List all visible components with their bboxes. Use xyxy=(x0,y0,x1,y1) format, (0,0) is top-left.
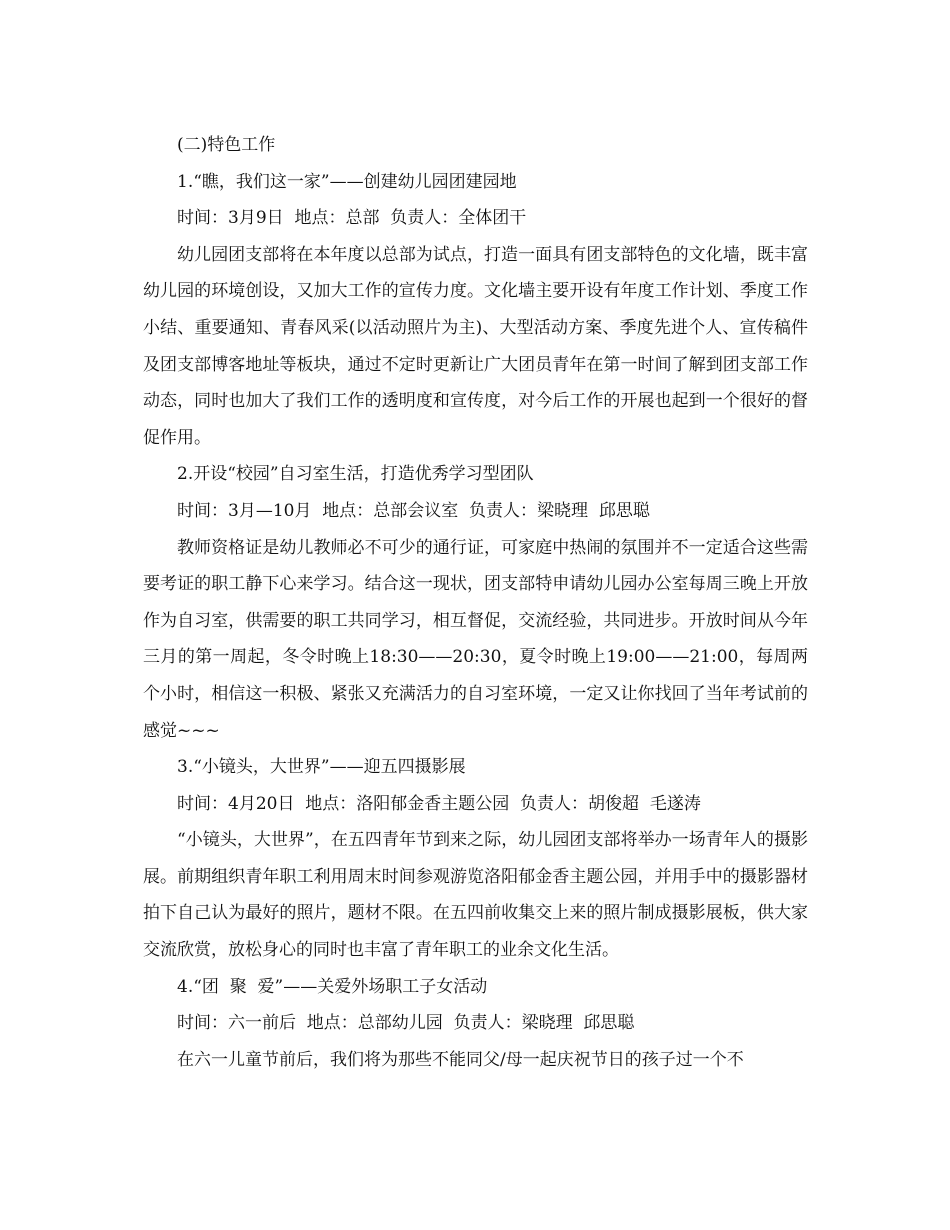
item-title: 3.“小镜头，大世界”——迎五四摄影展 xyxy=(177,757,466,778)
item-title: 4.“团 聚 爱”——关爱外场职工子女活动 xyxy=(177,976,488,997)
item-body: 教师资格证是幼儿教师必不可少的通行证，可家庭中热闹的氛围并不一定适合这些需要考证的职工静下心来学习。结合这一现状，团支部特申请幼儿园办公室每周三晚上开放作为自习室，供需要的职工共同学习，相互督促，交流经验，共同进步。开放时间从今年三月的第一周起，冬令时晚上18:30——20:30，夏令时晚上19:00——21:00，每周两个小时，相信这一积极、紧张又充满活力的自习室环境，一定又让你找回了当年考试前的感觉~~~ xyxy=(143,537,808,741)
item-meta: 时间：3月—10月 地点：总部会议室 负责人：梁晓理 邱思聪 xyxy=(177,500,650,521)
item-title: 1.“瞧，我们这一家”——创建幼儿园团建园地 xyxy=(177,171,517,192)
item-body: 在六一儿童节前后，我们将为那些不能同父/母一起庆祝节日的孩子过一个不 xyxy=(177,1049,744,1070)
item-body: 幼儿园团支部将在本年度以总部为试点，打造一面具有团支部特色的文化墙，既丰富幼儿园的环境创设，又加大工作的宣传力度。文化墙主要开设有年度工作计划、季度工作小结、重要通知、青春风采(以活动照片为主)、大型活动方案、季度先进个人、宣传稿件及团支部博客地址等板块，通过不定时更新让广大团员青年在第一时间了解到团支部工作动态，同时也加大了我们工作的透明度和宣传度，对今后工作的开展也起到一个很好的督促作用。 xyxy=(143,244,808,448)
document-content xyxy=(143,127,808,1078)
section-heading: (二)特色工作 xyxy=(177,135,276,155)
item-meta: 时间：3月9日 地点：总部 负责人：全体团干 xyxy=(177,208,527,229)
item-body: “小镜头，大世界”，在五四青年节到来之际，幼儿园团支部将举办一场青年人的摄影展。前期组织青年职工利用周末时间参观游览洛阳郁金香主题公园，并用手中的摄影器材拍下自己认为最好的照片，题材不限。在五四前收集交上来的照片制成摄影展板，供大家交流欣赏，放松身心的同时也丰富了青年职工的业余文化生活。 xyxy=(143,830,808,961)
item-title: 2.开设“校园”自习室生活，打造优秀学习型团队 xyxy=(177,464,534,485)
item-meta: 时间：六一前后 地点：总部幼儿园 负责人：梁晓理 邱思聪 xyxy=(177,1013,635,1034)
item-meta: 时间：4月20日 地点：洛阳郁金香主题公园 负责人：胡俊超 毛遂涛 xyxy=(177,793,701,814)
